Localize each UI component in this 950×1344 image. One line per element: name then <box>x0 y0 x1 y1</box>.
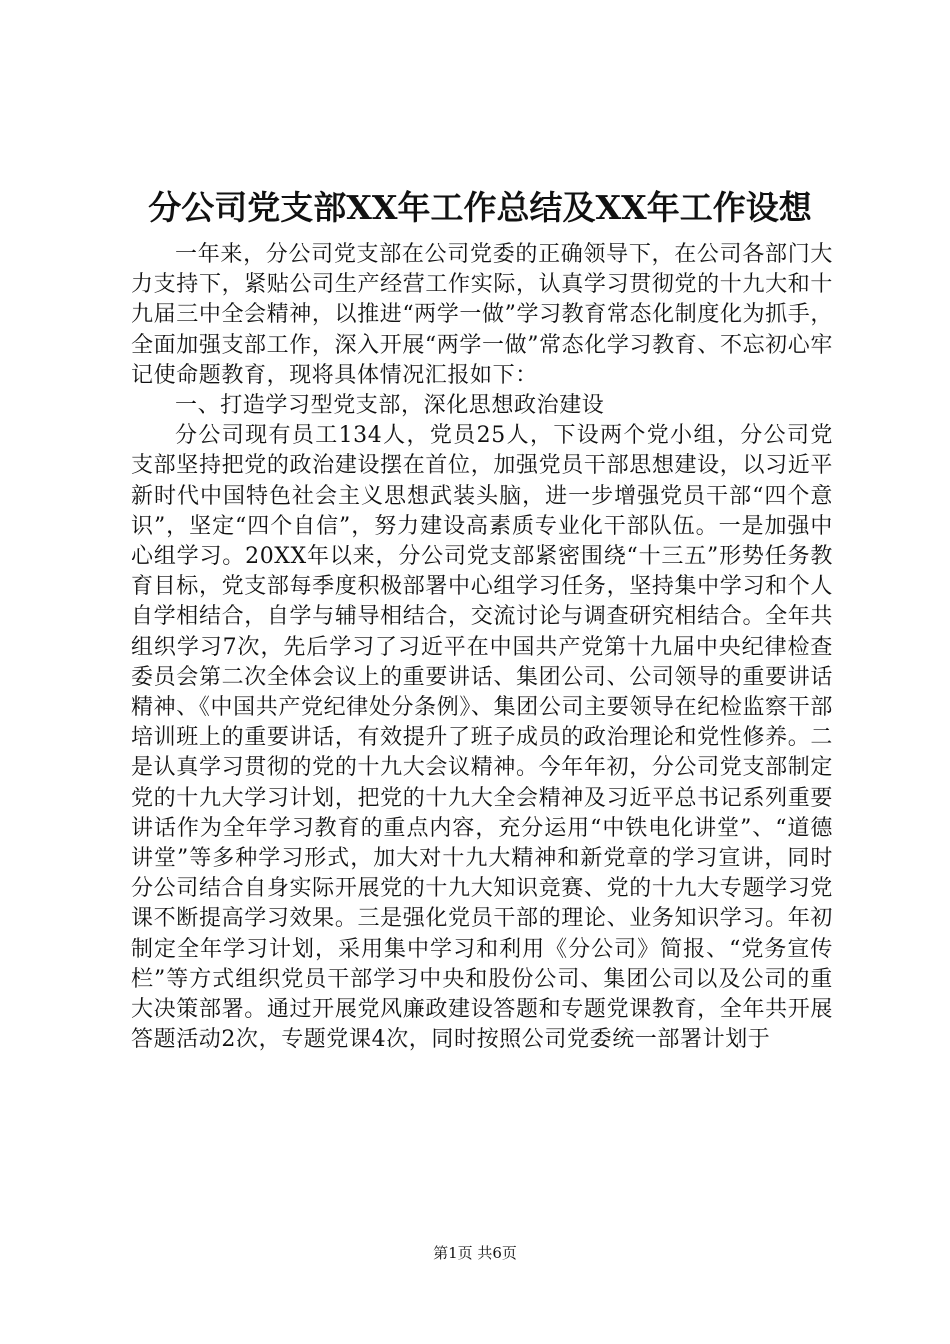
section-heading: 一、打造学习型党支部，深化思想政治建设 <box>175 393 605 419</box>
document-body <box>131 240 833 1055</box>
document-title: 分公司党支部XX年工作总结及XX年工作设想 <box>148 188 812 227</box>
intro-paragraph: 一年来，分公司党支部在公司党委的正确领导下，在公司各部门大力支持下，紧贴公司生产经营工作实际，认真学习贯彻党的十九大和十九届三中全会精神，以推进“两学一做”学习教育常态化制度化为抓手，全面加强支部工作，深入开展“两学一做”常态化学习教育、不忘初心牢记使命题教育，现将具体情况汇报如下： <box>131 242 833 388</box>
body-paragraph: 分公司现有员工134人，党员25人，下设两个党小组，分公司党支部坚持把党的政治建设摆在首位，加强党员干部思想建设，以习近平新时代中国特色社会主义思想武装头脑，进一步增强党员干部“四个意识”，坚定“四个自信”，努力建设高素质专业化干部队伍。一是加强中心组学习。20XX年以来，分公司党支部紧密围绕“十三五”形势任务教育目标，党支部每季度积极部署中心组学习任务，坚持集中学习和个人自学相结合，自学与辅导相结合，交流讨论与调查研究相结合。全年共组织学习7次，先后学习了习近平在中国共产党第十九届中央纪律检查委员会第二次全体会议上的重要讲话、集团公司、公司领导的重要讲话精神、《中国共产党纪律处分条例》、集团公司主要领导在纪检监察干部培训班上的重要讲话，有效提升了班子成员的政治理论和党性修养。二是认真学习贯彻的党的十九大会议精神。今年年初，分公司党支部制定党的十九大学习计划，把党的十九大全会精神及习近平总书记系列重要讲话作为全年学习教育的重点内容，充分运用“中铁电化讲堂”、“道德讲堂”等多种学习形式，加大对十九大精神和新党章的学习宣讲，同时分公司结合自身实际开展党的十九大知识竞赛、党的十九大专题学习党课不断提高学习效果。三是强化党员干部的理论、业务知识学习。年初制定全年学习计划，采用集中学习和利用《分公司》简报、“党务宣传栏”等方式组织党员干部学习中央和股份公司、集团公司以及公司的重大决策部署。通过开展党风廉政建设答题和专题党课教育，全年共开展答题活动2次，专题党课4次，同时按照公司党委统一部署计划于 <box>131 423 833 1053</box>
page-number: 第1页 共6页 <box>433 1244 517 1262</box>
